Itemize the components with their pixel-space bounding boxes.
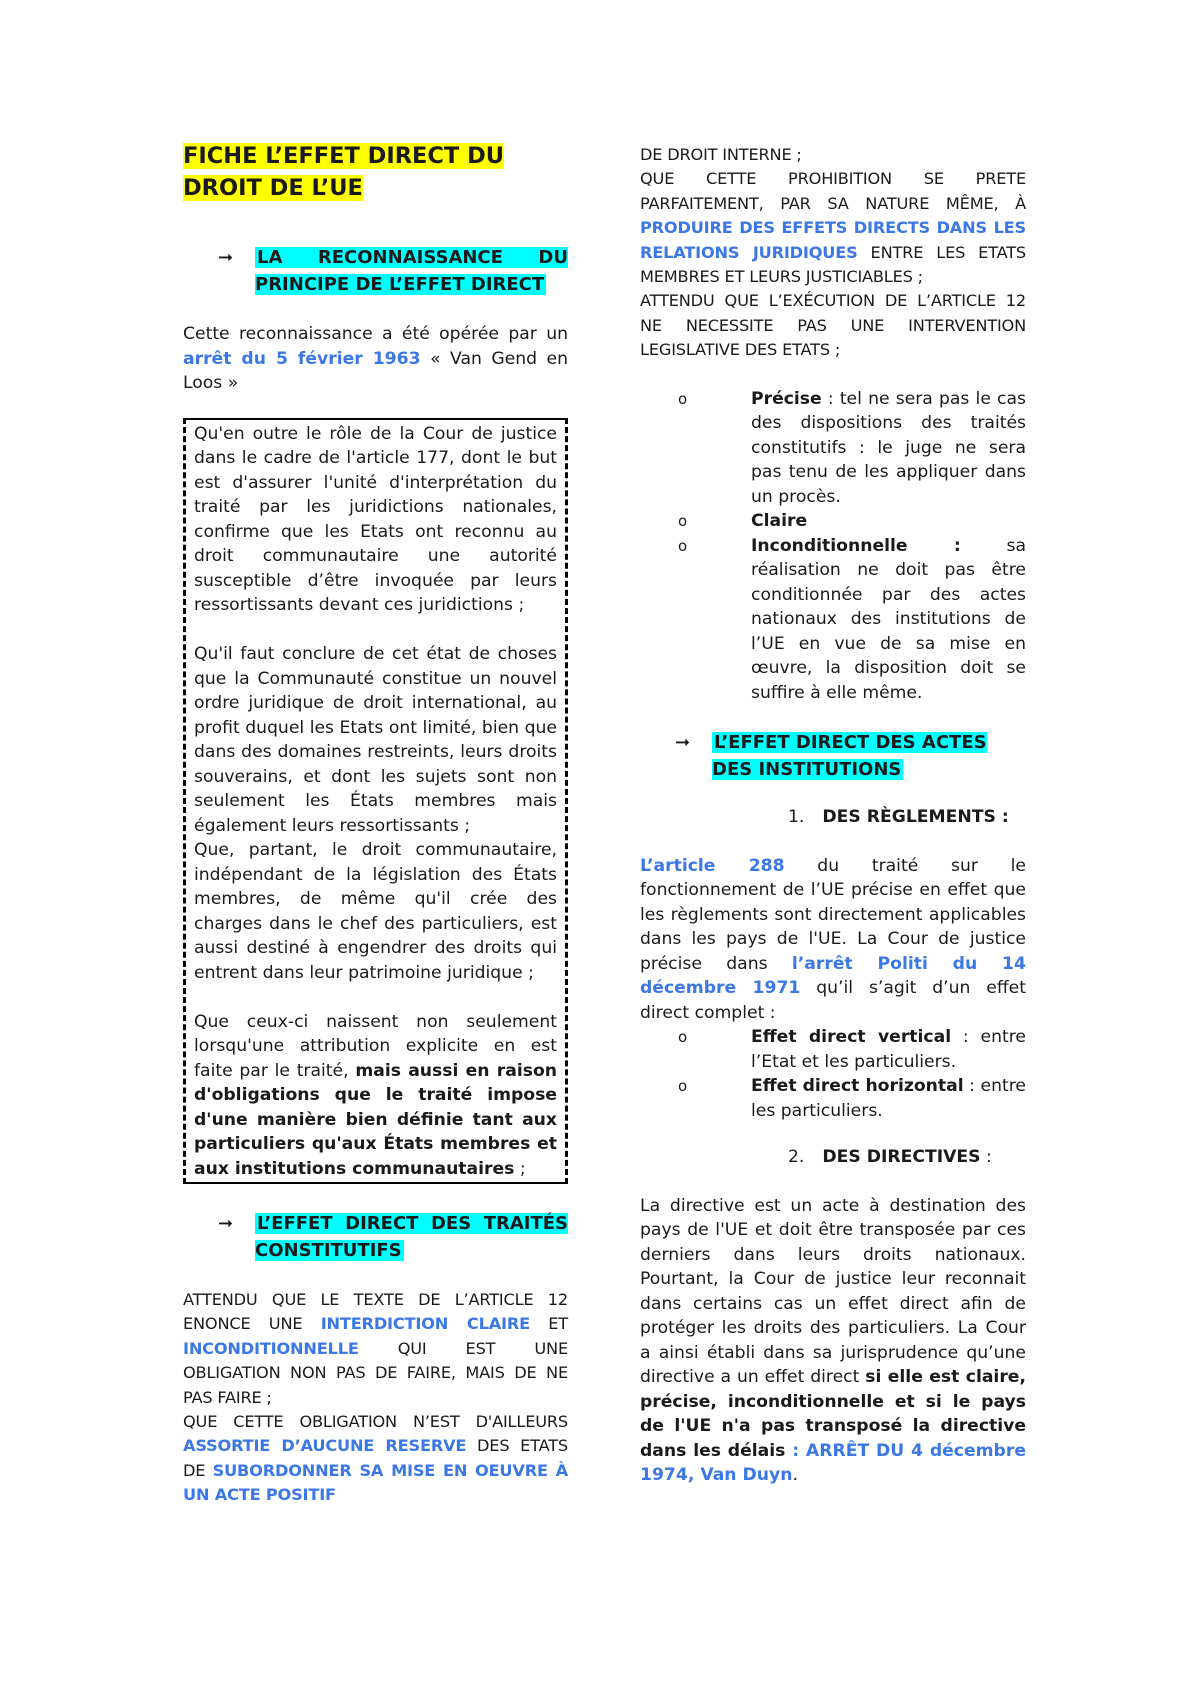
quote-paragraph-2: Qu'il faut conclure de cet état de choses que la Communauté constitue un nouvel ordre juridique de droit international, au profit duquel les Etats ont limité, bien que dans des domaines restreints, leurs droits souverains, et dont les sujets sont non seulement les États membres mais également leurs ressortissants ; bbox=[194, 644, 557, 836]
section-heading-institutions: ➞ L’EFFET DIRECT DES ACTES DES INSTITUTIONS bbox=[640, 729, 1026, 783]
right-arrow-icon: ➞ bbox=[675, 732, 691, 754]
list-item: o Inconditionnelle : sa réalisation ne doit pas être conditionnée par des actes nationaux des institutions de l’UE en vue de sa mise en œuvre, la disposition doit se suffire à elle même. bbox=[640, 534, 1026, 706]
quote-box bbox=[183, 418, 568, 1185]
list-item: o Claire bbox=[640, 509, 1026, 534]
right-arrow-icon: ➞ bbox=[218, 247, 234, 268]
circle-bullet-icon: o bbox=[678, 536, 688, 555]
circle-bullet-icon: o bbox=[678, 1028, 688, 1047]
title-line-2: DROIT DE L’UE bbox=[183, 175, 363, 201]
article-12-continued: DE DROIT INTERNE ; QUE CETTE PROHIBITION SE PRETE PARFAITEMENT, PAR SA NATURE MÊME, À PRODUIRE DES EFFETS DIRECTS DANS LES RELATIONS JURIDIQUES ENTRE LES ETATS MEMBRES ET LEURS JUSTICIABLES ; ATTENDU QUE L’EXÉCUTION DE L’ARTICLE 12 NE NECESSITE PAS UNE INTERVENTION LEGISLATIVE DES ETATS ; bbox=[640, 145, 1026, 360]
criteria-list bbox=[640, 387, 1026, 706]
quote-paragraph-1: Qu'en outre le rôle de la Cour de justice dans le cadre de l'article 177, dont le but est d'assurer l'unité d'interprétation du traité par les juridictions nationales, confirme que les Etats ont reconnu au droit communautaire une autorité susceptible d’être invoquée par leurs ressortissants devant ces juridictions ; bbox=[194, 423, 557, 615]
left-column bbox=[183, 140, 568, 1508]
circle-bullet-icon: o bbox=[678, 1077, 688, 1096]
circle-bullet-icon: o bbox=[678, 389, 688, 408]
section-heading-recognition: ➞ LA RECONNAISSANCE DU PRINCIPE DE L’EFFET DIRECT bbox=[183, 244, 568, 298]
subheading-directives: 2. DES DIRECTIVES : bbox=[788, 1147, 992, 1168]
quote-paragraph-4: Que ceux-ci naissent non seulement lorsqu'une attribution explicite en est faite par le traité, mais aussi en raison d'obligations que le traité impose d'une manière bien définie tant aux particuliers qu'aux États membres et aux institutions communautaires ; bbox=[194, 1011, 558, 1179]
subheading-regulations: 1. DES RÈGLEMENTS : bbox=[788, 807, 1009, 828]
effects-list bbox=[640, 1025, 1026, 1123]
right-column bbox=[640, 143, 1026, 1488]
article-12-text: ATTENDU QUE LE TEXTE DE L’ARTICLE 12 ENONCE UNE INTERDICTION CLAIRE ET INCONDITIONNELLE QUI EST UNE OBLIGATION NON PAS DE FAIRE, MAIS DE NE PAS FAIRE ; QUE CETTE OBLIGATION N’EST D'AILLEURS ASSORTIE D’AUCUNE RESERVE DES ETATS DE SUBORDONNER SA MISE EN OEUVRE À UN ACTE POSITIF bbox=[183, 1290, 568, 1505]
circle-bullet-icon: o bbox=[678, 512, 688, 531]
regulations-paragraph: L’article 288 du traité sur le fonctionnement de l’UE précise en effet que les règlements sont directement applicables dans les pays de l'UE. La Cour de justice précise dans l’arrêt Politi du 14 décembre 1971 qu’il s’agit d’un effet direct complet : bbox=[640, 855, 1026, 1023]
directives-paragraph: La directive est un acte à destination des pays de l'UE et doit être transposée par ces derniers dans leurs droits nationaux. Pourtant, la Cour de justice leur reconnait dans certains cas un effet direct afin de protéger les droits des particuliers. La Cour a ainsi établi dans sa jurisprudence qu’une directive a un effet direct si elle est claire, précise, inconditionnelle et si le pays de l'UE n'a pas transposé la directive dans les délais : ARRÊT DU 4 décembre 1974, Van Duyn. bbox=[640, 1195, 1026, 1486]
title-line-1: FICHE L’EFFET DIRECT DU bbox=[183, 143, 505, 169]
intro-paragraph: Cette reconnaissance a été opérée par un arrêt du 5 février 1963 « Van Gend en Loos » bbox=[183, 324, 569, 393]
right-arrow-icon: ➞ bbox=[218, 1213, 234, 1234]
page-title bbox=[183, 140, 568, 204]
quote-paragraph-3: Que, partant, le droit communautaire, indépendant de la législation des États membres, de même qu'il crée des charges dans le chef des particuliers, est aussi destiné à engendrer des droits qui entrent dans leur patrimoine juridique ; bbox=[194, 840, 557, 983]
case-link-van-gend: arrêt du 5 février 1963 bbox=[183, 348, 421, 369]
list-item: o Effet direct horizontal : entre les particuliers. bbox=[640, 1074, 1026, 1123]
section-heading-treaties: ➞ L’EFFET DIRECT DES TRAITÉS CONSTITUTIFS bbox=[183, 1210, 568, 1264]
list-item: o Précise : tel ne sera pas le cas des dispositions des traités constitutifs : le juge ne sera pas tenu de les appliquer dans un procès. bbox=[640, 387, 1026, 510]
list-item: o Effet direct vertical : entre l’Etat et les particuliers. bbox=[640, 1025, 1026, 1074]
